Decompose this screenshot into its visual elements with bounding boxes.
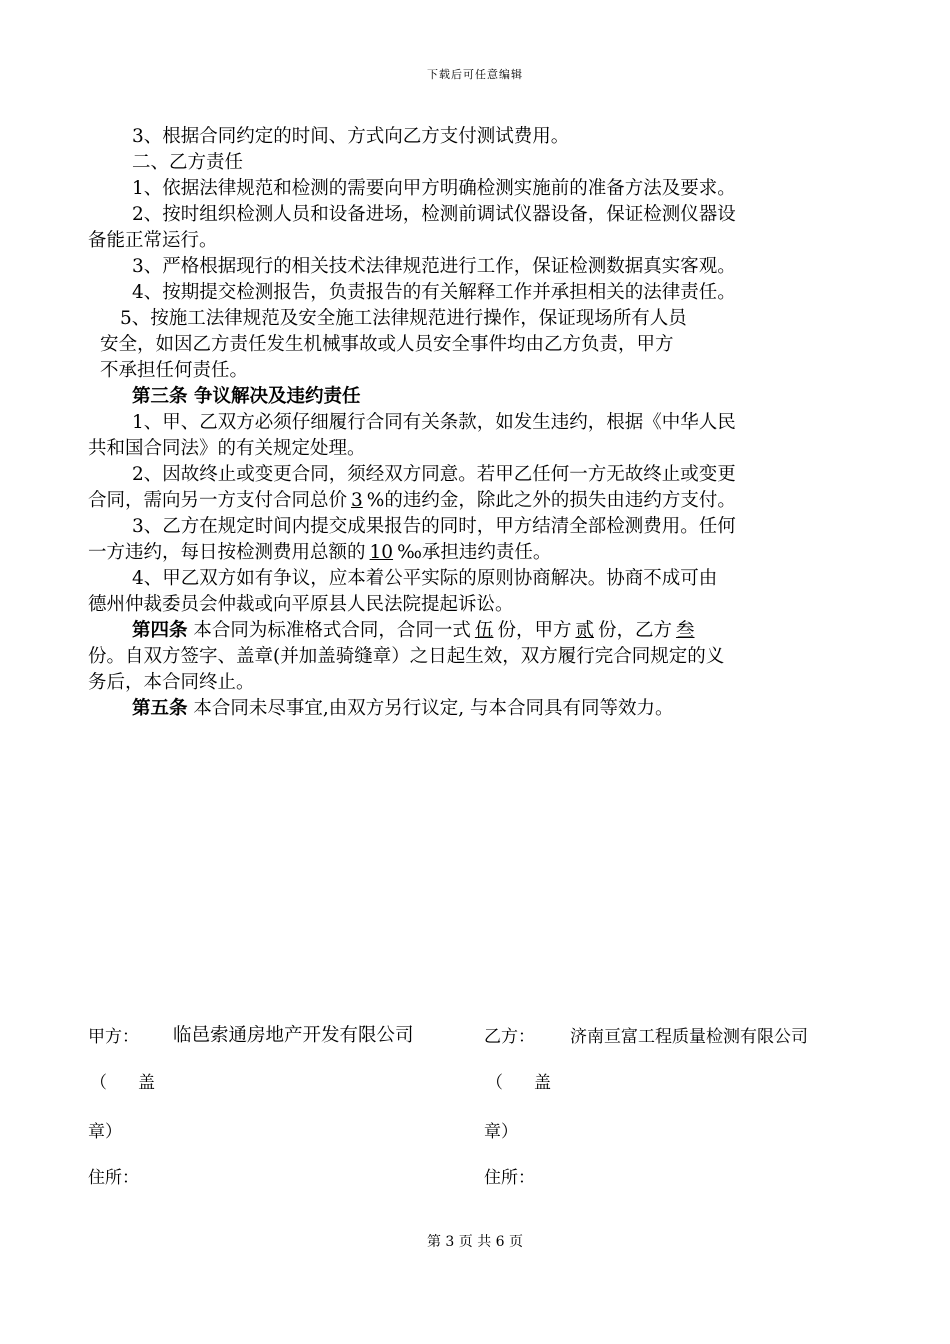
paragraph-line: 份。自双方签字、盖章(并加盖骑缝章）之日起生效，双方履行完合同规定的义: [88, 646, 725, 667]
paragraph-line: 德州仲裁委员会仲裁或向平原县人民法院提起诉讼。: [88, 594, 514, 615]
penalty-percent-value: 3: [351, 490, 363, 511]
party-b-seal-close: 章）: [484, 1122, 518, 1142]
party-a-seal-open: （: [90, 1073, 107, 1093]
text-segment: 合同，需向另一方支付合同总价: [88, 490, 348, 511]
article-5-title: 第五条: [132, 698, 188, 719]
contract-body: [88, 124, 868, 722]
party-a-seal-char: 盖: [138, 1073, 155, 1093]
paragraph-line: [88, 696, 868, 722]
party-b-seal-char: 盖: [534, 1073, 551, 1093]
party-b-seal-open: （: [486, 1073, 503, 1093]
text-segment: ‰承担违约责任。: [397, 542, 552, 563]
party-a-name: 临邑索通房地产开发有限公司: [173, 1025, 414, 1046]
paragraph-line: 务后，本合同终止。: [88, 672, 255, 693]
paragraph-line: 4、甲乙双方如有争议，应本着公平实际的原则协商解决。协商不成可由: [132, 568, 718, 589]
paragraph-line: 3、严格根据现行的相关技术法律规范进行工作，保证检测数据真实客观。: [132, 256, 736, 277]
party-b-address-label: 住所：: [484, 1168, 535, 1188]
paragraph-line: 1、依据法律规范和检测的需要向甲方明确检测实施前的准备方法及要求。: [132, 178, 736, 199]
paragraph-line: 不承担任何责任。: [100, 360, 249, 381]
paragraph-line: 共和国合同法》的有关规定处理。: [88, 438, 366, 459]
paragraph-line: [88, 488, 868, 514]
article-3-title: 第三条 争议解决及违约责任: [132, 386, 361, 407]
text-segment: %的违约金，除此之外的损失由违约方支付。: [366, 490, 736, 511]
daily-penalty-value: 10: [369, 542, 394, 563]
page-number: 第 3 页 共 6 页: [426, 1234, 524, 1250]
text-segment: 本合同未尽事宜,由双方另行议定, 与本合同具有同等效力。: [193, 698, 674, 719]
paragraph-line: 备能正常运行。: [88, 230, 218, 251]
text-segment: 一方违约，每日按检测费用总额的: [88, 542, 366, 563]
text-segment: 份，甲方: [497, 620, 572, 641]
party-a-seal-close: 章）: [88, 1122, 122, 1142]
paragraph-line: 安全，如因乙方责任发生机械事故或人员安全事件均由乙方负责，甲方: [100, 334, 674, 355]
copies-total-value: 伍: [474, 620, 494, 641]
page-header: 下载后可任意编辑: [427, 68, 523, 81]
paragraph-line: 3、根据合同约定的时间、方式向乙方支付测试费用。: [132, 126, 570, 147]
paragraph-line: 3、乙方在规定时间内提交成果报告的同时，甲方结清全部检测费用。任何: [132, 516, 736, 537]
paragraph-line: 2、按时组织检测人员和设备进场，检测前调试仪器设备，保证检测仪器设: [132, 204, 736, 225]
copies-party-a-value: 贰: [575, 620, 594, 641]
paragraph-line: 2、因故终止或变更合同，须经双方同意。若甲乙任何一方无故终止或变更: [132, 464, 736, 485]
text-segment: 本合同为标准格式合同，合同一式: [193, 620, 471, 641]
paragraph-line: [88, 540, 868, 566]
party-b-name: 济南亘富工程质量检测有限公司: [570, 1027, 808, 1047]
paragraph-line: 5、按施工法律规范及安全施工法律规范进行操作，保证现场所有人员: [120, 308, 687, 329]
paragraph-line: 1、甲、乙双方必须仔细履行合同有关条款，如发生违约，根据《中华人民: [132, 412, 736, 433]
paragraph-line: [88, 618, 868, 644]
paragraph-line: 4、按期提交检测报告，负责报告的有关解释工作并承担相关的法律责任。: [132, 282, 736, 303]
party-a-label: 甲方：: [88, 1027, 139, 1047]
copies-party-b-value: 叁: [675, 620, 695, 641]
article-4-title: 第四条: [132, 620, 188, 641]
party-b-label: 乙方：: [484, 1027, 535, 1047]
party-a-address-label: 住所：: [88, 1168, 139, 1188]
section-heading: 二、乙方责任: [132, 152, 244, 173]
text-segment: 份，乙方: [597, 620, 672, 641]
